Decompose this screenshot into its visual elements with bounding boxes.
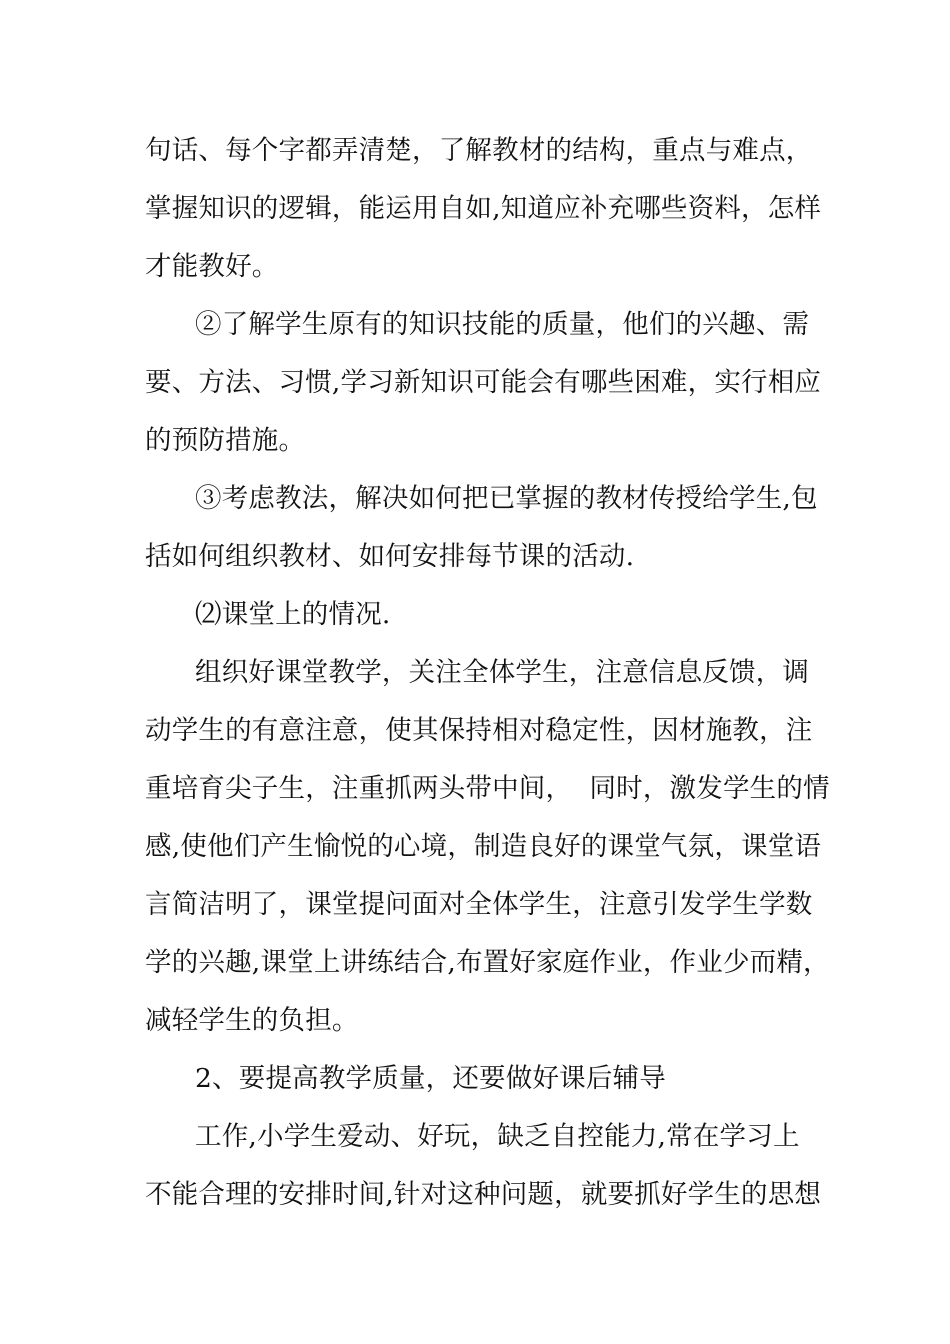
section-heading: ⑵课堂上的情况. (195, 599, 391, 630)
text-line: 括如何组织教材、如何安排每节课的活动. (145, 541, 635, 572)
text-line: 的预防措施。 (145, 425, 306, 456)
text-line: 句话、每个字都弄清楚，了解教材的结构，重点与难点， (145, 135, 813, 166)
section-heading: 2、要提高教学质量，还要做好课后辅导 (195, 1063, 666, 1094)
text-line: 重培育尖子生，注重抓两头带中间， 同时，激发学生的情 (145, 773, 830, 804)
text-line: 组织好课堂教学，关注全体学生，注意信息反馈，调 (195, 657, 810, 688)
text-line: 才能教好。 (145, 251, 279, 282)
text-line: 动学生的有意注意，使其保持相对稳定性，因材施教，注 (145, 715, 813, 746)
text-line: 学的兴趣,课堂上讲练结合,布置好家庭作业，作业少而精， (145, 947, 830, 978)
text-line: 掌握知识的逻辑，能运用自如,知道应补充哪些资料，怎样 (145, 193, 822, 224)
text-line: 不能合理的安排时间,针对这种问题，就要抓好学生的思想 (145, 1179, 822, 1210)
text-line: 要、方法、习惯,学习新知识可能会有哪些困难，实行相应 (145, 367, 822, 398)
text-line: 感,使他们产生愉悦的心境，制造良好的课堂气氛，课堂语 (145, 831, 822, 862)
text-line: 言简洁明了，课堂提问面对全体学生，注意引发学生学数 (145, 889, 813, 920)
text-line: 工作,小学生爱动、好玩，缺乏自控能力,常在学习上 (195, 1121, 800, 1152)
text-line: 减轻学生的负担。 (145, 1005, 359, 1036)
text-line: ③考虑教法，解决如何把已掌握的教材传授给学生,包 (195, 483, 818, 514)
text-line: ②了解学生原有的知识技能的质量，他们的兴趣、需 (195, 309, 810, 340)
